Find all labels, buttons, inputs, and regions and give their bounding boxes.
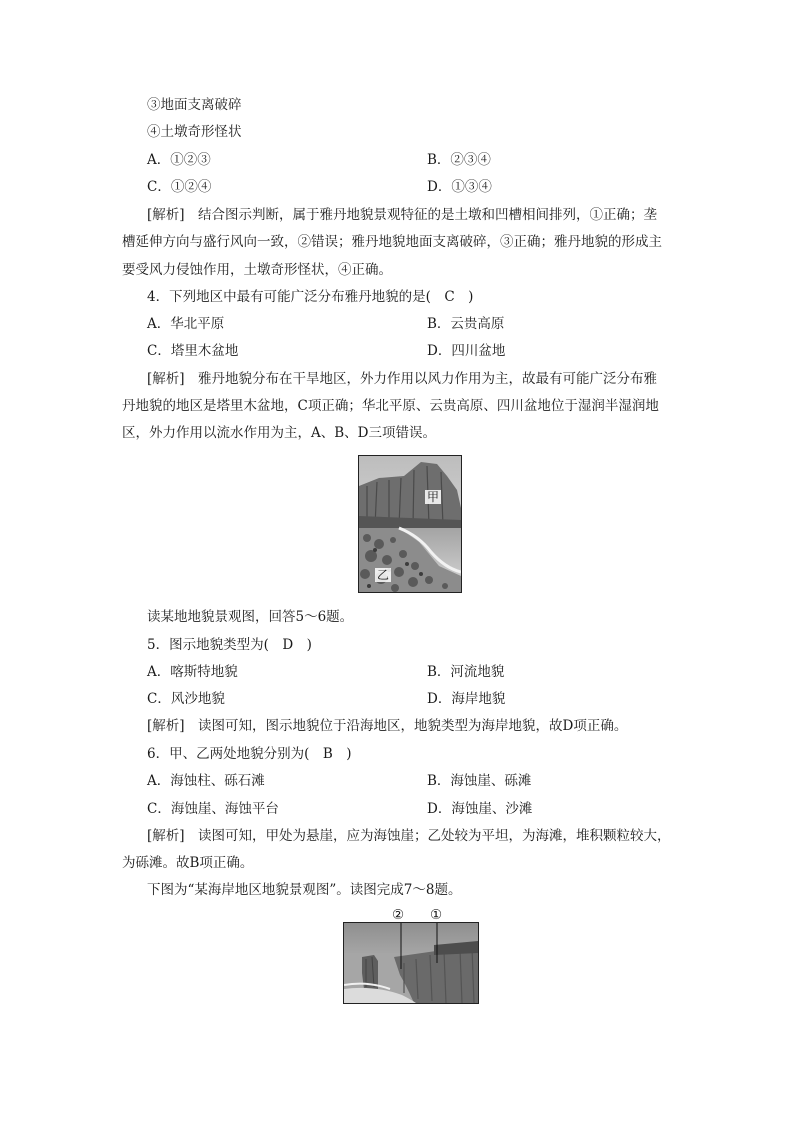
q6-option-c: C．海蚀崖、海蚀平台 [147, 801, 279, 817]
q4-option-c: C．塔里木盆地 [147, 343, 239, 359]
label-yi: 乙 [377, 568, 390, 582]
marker-label-2: ② [392, 907, 405, 923]
q4-option-d: D．四川盆地 [427, 343, 506, 359]
q3-analysis-line1: [解析] 结合图示判断，属于雅丹地貌景观特征的是土墩和凹槽相间排列，①正确；垄 [147, 207, 658, 223]
q6-analysis-line2: 为砾滩。故B项正确。 [122, 855, 254, 871]
q5-option-a: A．喀斯特地貌 [147, 664, 238, 680]
q3-item-3: ③地面支离破碎 [147, 97, 242, 113]
coastline-illustration [344, 923, 478, 1003]
q3-option-c: C．①②④ [147, 179, 212, 195]
q6-stem: 6．甲、乙两处地貌分别为( B ) [147, 746, 352, 762]
q3-item-4: ④土墩奇形怪状 [147, 124, 242, 140]
q6-analysis-line1: [解析] 读图可知，甲处为悬崖，应为海蚀崖；乙处较为平坦，为海滩，堆积颗粒较大， [147, 828, 671, 844]
q3-analysis-line3: 要受风力侵蚀作用，土墩奇形怪状，④正确。 [122, 262, 392, 278]
q4-analysis-line2: 丹地貌的地区是塔里木盆地，C项正确；华北平原、云贵高原、四川盆地位于湿润半湿润地 [122, 398, 659, 414]
q5-option-d: D．海岸地貌 [427, 691, 506, 707]
marker-label-1: ① [430, 907, 443, 923]
q6-option-b: B．海蚀崖、砾滩 [427, 773, 532, 789]
intro-7-8: 下图为“某海岸地区地貌景观图”。读图完成7～8题。 [147, 882, 462, 898]
q4-analysis-line3: 区，外力作用以流水作用为主，A、B、D三项错误。 [122, 425, 436, 441]
q3-option-d: D．①③④ [427, 179, 492, 195]
q3-analysis-line2: 槽延伸方向与盛行风向一致，②错误；雅丹地貌地面支离破碎，③正确；雅丹地貌的形成主 [122, 234, 662, 250]
q6-option-d: D．海蚀崖、沙滩 [427, 801, 533, 817]
q3-option-a: A．①②③ [147, 152, 211, 168]
intro-5-6: 读某地地貌景观图，回答5～6题。 [147, 609, 354, 625]
q5-analysis: [解析] 读图可知，图示地貌位于沿海地区，地貌类型为海岸地貌，故D项正确。 [147, 718, 628, 734]
q6-option-a: A．海蚀柱、砾石滩 [147, 773, 265, 789]
q3-option-b: B．②③④ [427, 152, 491, 168]
q4-option-a: A．华北平原 [147, 316, 225, 332]
q4-stem: 4．下列地区中最有可能广泛分布雅丹地貌的是( C ) [147, 289, 474, 305]
coastal-cliff-photo [358, 455, 462, 593]
coastline-landscape-photo [343, 922, 479, 1004]
q5-option-b: B．河流地貌 [427, 664, 505, 680]
q5-stem: 5．图示地貌类型为( D ) [147, 637, 312, 653]
label-jia: 甲 [427, 490, 440, 504]
q5-option-c: C．风沙地貌 [147, 691, 225, 707]
q4-option-b: B．云贵高原 [427, 316, 505, 332]
q4-analysis-line1: [解析] 雅丹地貌分布在干旱地区，外力作用以风力作用为主，故最有可能广泛分布雅 [147, 371, 658, 387]
